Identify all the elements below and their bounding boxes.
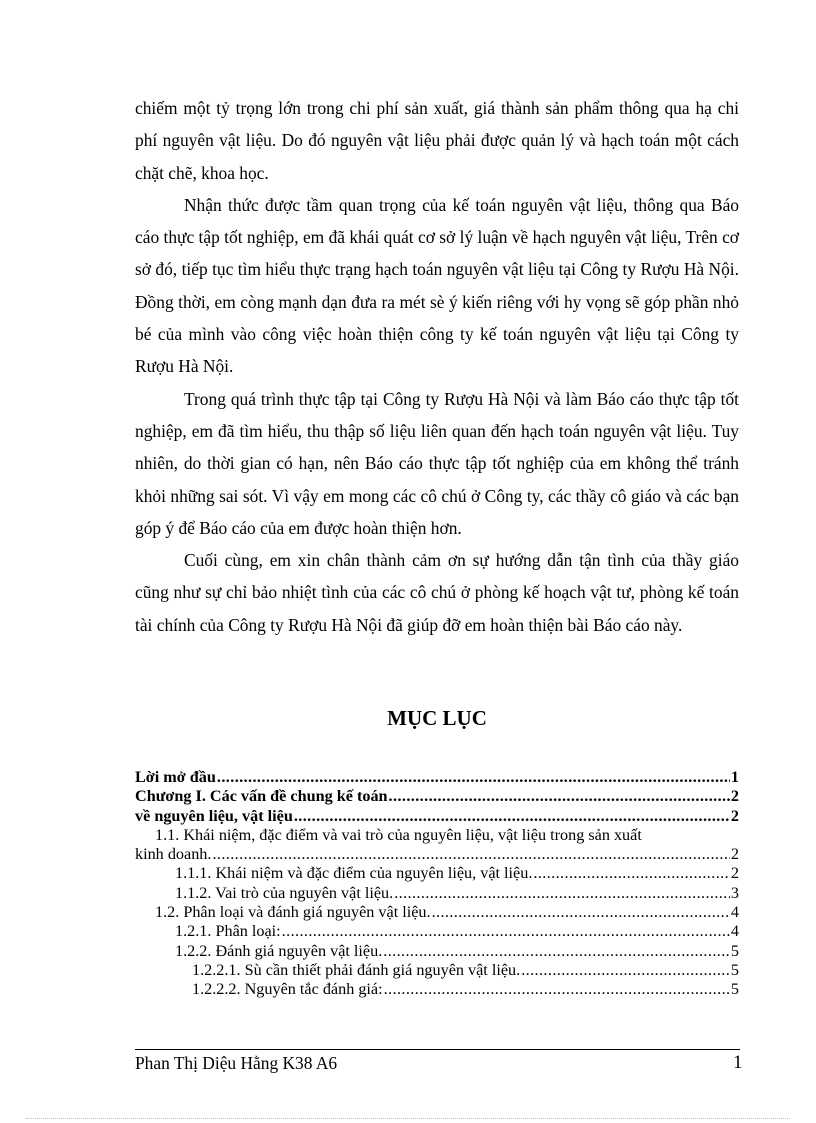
toc-entry-page: 5: [730, 941, 739, 960]
toc-leader-dots: [521, 961, 730, 980]
toc-entry-page: 5: [730, 980, 739, 999]
toc-leader-dots: [282, 922, 730, 941]
paragraph-4: Cuối cùng, em xin chân thành cảm ơn sự hướng dẫn tận tình của thầy giáo cũng như sự chỉ bảo nhiệt tình của các cô chú ở phòng kế hoạch vật tư, phòng kế toán tài chính của Công ty Rượu Hà Nội đã giúp đỡ em hoàn thiện bài Báo cáo này.: [135, 550, 739, 635]
toc-entry[interactable]: [135, 768, 739, 787]
toc-entry-page: 2: [730, 864, 739, 883]
toc-entry[interactable]: [135, 980, 739, 999]
toc-entry-text: Lời mở đầu: [135, 768, 216, 786]
toc-leader-dots: [383, 942, 730, 961]
toc-entry-text: 1.1.1. Khái niệm và đặc điểm của nguyên liệu, vật liệu.: [175, 864, 533, 883]
toc-entry-page: 1: [730, 768, 739, 786]
toc-entry[interactable]: [135, 961, 739, 980]
toc-entry-text: kinh doanh.: [135, 845, 212, 864]
body-text: [135, 92, 739, 641]
toc-entry-text: 1.2.1. Phân loại:: [175, 922, 281, 941]
toc-entry[interactable]: [135, 903, 739, 922]
table-of-contents: [135, 768, 739, 1000]
toc-title: MỤC LỤC: [387, 706, 487, 730]
toc-entry[interactable]: [135, 807, 739, 826]
toc-entry-page: 5: [730, 960, 739, 979]
page-number: 1: [733, 1052, 743, 1073]
toc-entry-page: 2: [730, 845, 739, 864]
paragraph-2: Nhận thức được tầm quan trọng của kế toán nguyên vật liệu, thông qua Báo cáo thực tập tốt nghiệp, em đã khái quát cơ sở lý luận về hạch nguyên vật liệu, Trên cơ sở đó, tiếp tục tìm hiểu thực trạng hạch toán nguyên vật liệu tại Công ty Rượu Hà Nội. Đồng thời, em còng mạnh dạn đưa ra mét sè ý kiến riêng với hy vọng sẽ góp phần nhỏ bé của mình vào công việc hoàn thiện công ty kế toán nguyên vật liệu tại Công ty Rượu Hà Nội.: [135, 194, 739, 377]
toc-entry-page: 4: [730, 903, 739, 922]
toc-leader-dots: [212, 845, 729, 864]
toc-entry-continuation[interactable]: [135, 845, 739, 864]
toc-entry-page: 4: [730, 922, 739, 941]
toc-entry[interactable]: [135, 864, 739, 883]
toc-leader-dots: [384, 980, 730, 999]
page-bottom-border: [26, 1118, 790, 1119]
toc-entry-text: 1.2.2. Đánh giá nguyên vật liệu.: [175, 941, 383, 960]
toc-leader-dots: [394, 884, 730, 903]
footer-divider: [135, 1049, 740, 1050]
toc-entry-text: 1.2.2.2. Nguyên tắc đánh giá:: [192, 980, 383, 999]
toc-entry[interactable]: [135, 922, 739, 941]
toc-entry-text: 1.2.2.1. Sù cần thiết phải đánh giá nguyên vật liệu.: [192, 960, 521, 979]
toc-entry-text: 1.1.2. Vai trò của nguyên vật liệu.: [175, 883, 394, 902]
toc-leader-dots: [217, 768, 730, 787]
toc-entry-text: về nguyên liệu, vật liệu: [135, 806, 293, 825]
toc-leader-dots: [389, 787, 730, 806]
toc-leader-dots: [294, 807, 730, 826]
toc-entry[interactable]: [135, 942, 739, 961]
toc-entry-page: 3: [730, 883, 739, 902]
toc-entry-text: Chương I. Các vấn đề chung kế toán: [135, 787, 388, 806]
toc-entry-page: 2: [730, 787, 739, 806]
paragraph-3: Trong quá trình thực tập tại Công ty Rượu Hà Nội và làm Báo cáo thực tập tốt nghiệp, em đã tìm hiểu, thu thập số liệu liên quan đến hạch toán nguyên vật liệu. Tuy nhiên, do thời gian có hạn, nên Báo cáo thực tập tốt nghiệp của em không thể tránh khỏi những sai sót. Vì vậy em mong các cô chú ở Công ty, các thầy cô giáo và các bạn góp ý để Báo cáo của em được hoàn thiện hơn.: [135, 388, 739, 538]
toc-entry-page: 2: [730, 806, 739, 825]
footer-author: Phan Thị Diệu Hằng K38 A6: [135, 1053, 338, 1073]
toc-entry[interactable]: [135, 787, 739, 806]
toc-entry[interactable]: [135, 884, 739, 903]
toc-entry-text: 1.2. Phân loại và đánh giá nguyên vật liệu.: [155, 903, 431, 922]
paragraph-1: chiếm một tỷ trọng lớn trong chi phí sản xuất, giá thành sản phẩm thông qua hạ chi phí nguyên vật liệu. Do đó nguyên vật liệu phải được quản lý và hạch toán một cách chặt chẽ, khoa học.: [135, 98, 739, 183]
toc-entry-text: 1.1. Khái niệm, đặc điểm và vai trò của nguyên liệu, vật liệu trong sản xuất: [155, 825, 642, 844]
toc-leader-dots: [432, 903, 730, 922]
toc-leader-dots: [533, 864, 730, 883]
toc-entry[interactable]: [135, 826, 739, 845]
